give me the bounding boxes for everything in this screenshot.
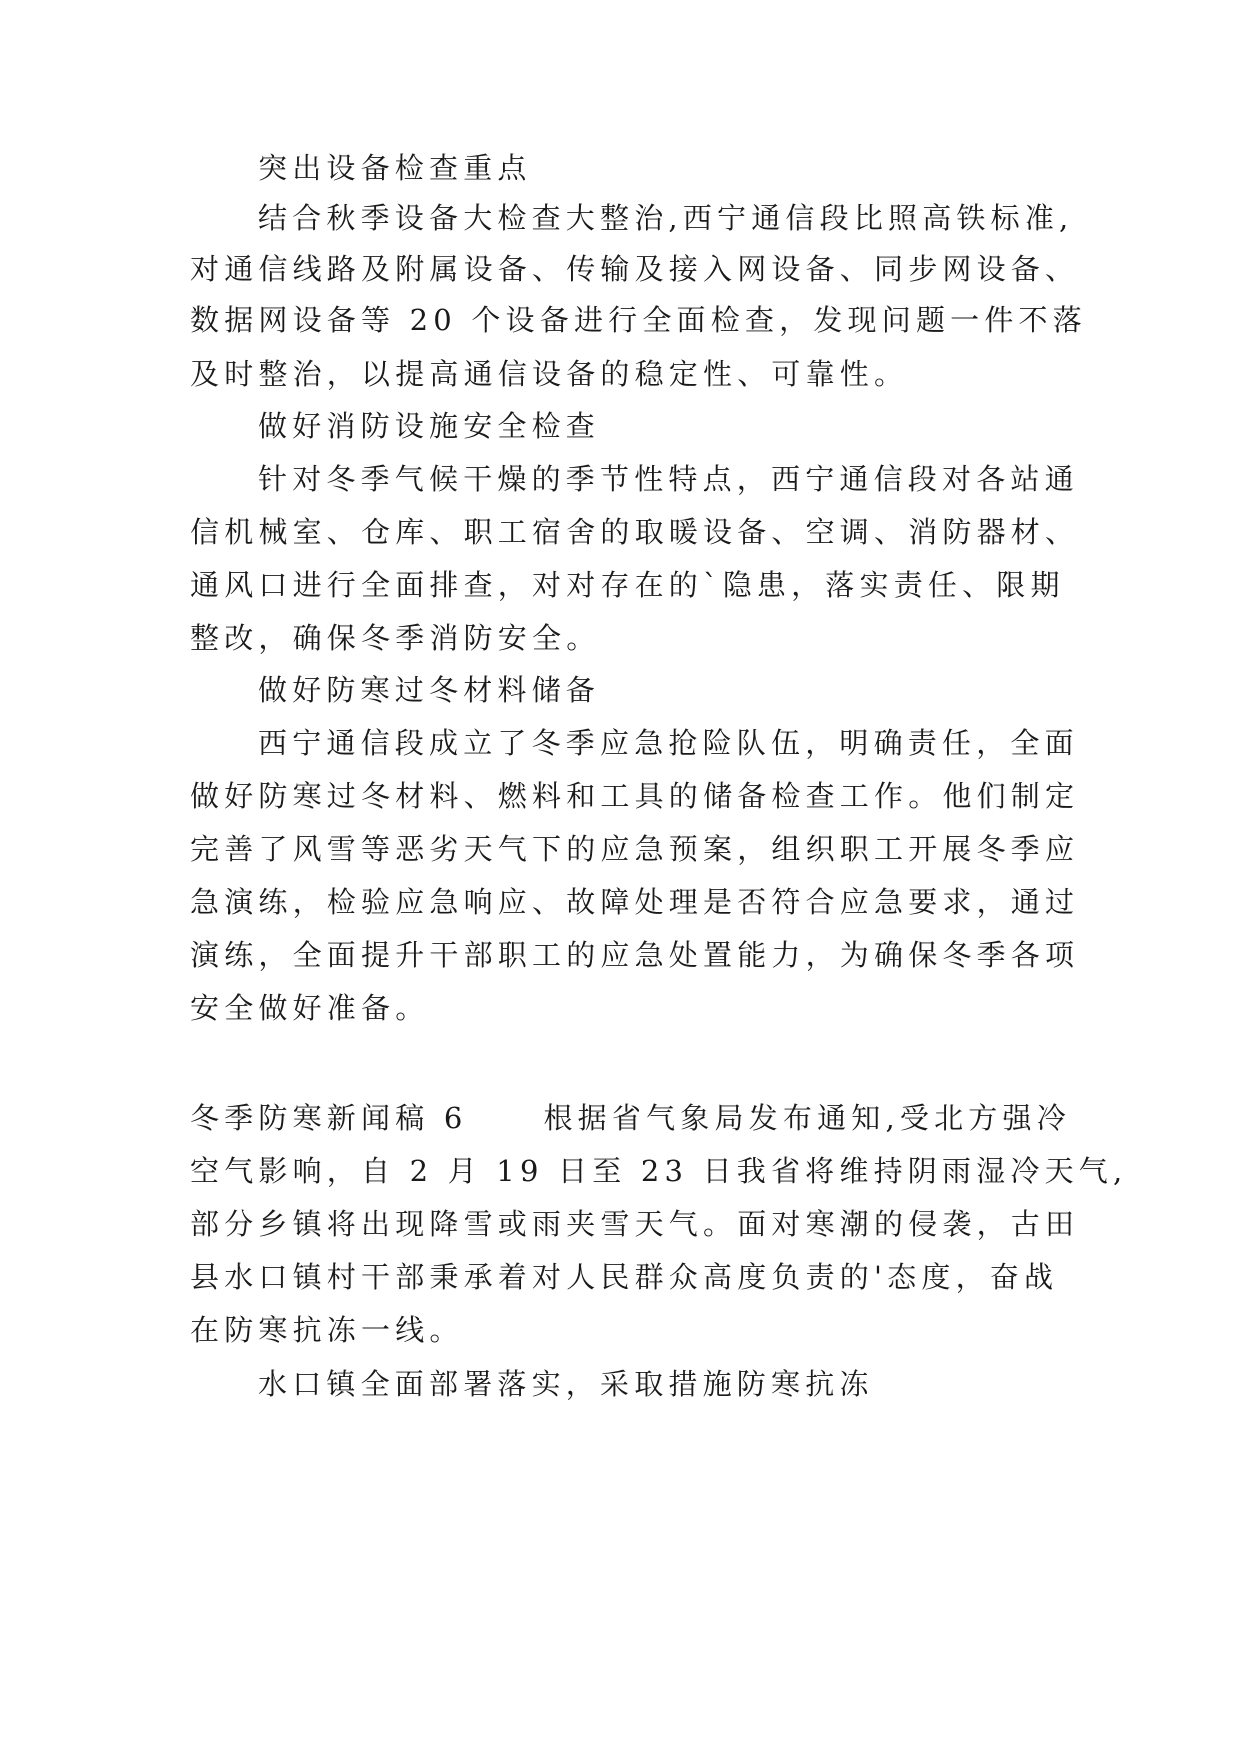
paragraph-line: 完善了风雪等恶劣天气下的应急预案，组织职工开展冬季应: [190, 832, 1080, 866]
article-lead: 根据省气象局发布通知,受北方强冷: [543, 1101, 1071, 1135]
paragraph-line: 针对冬季气候干燥的季节性特点，西宁通信段对各站通: [258, 462, 1079, 496]
paragraph-line: 结合秋季设备大检查大整治,西宁通信段比照高铁标准,: [258, 201, 1074, 235]
article-title: 冬季防寒新闻稿 6: [190, 1101, 468, 1135]
paragraph-line: 安全做好准备。: [190, 991, 430, 1025]
section-heading-equipment-inspection: 突出设备检查重点: [258, 151, 532, 185]
section-heading-fire-safety: 做好消防设施安全检查: [258, 409, 601, 443]
paragraph-line: 水口镇全面部署落实，采取措施防寒抗冻: [258, 1367, 874, 1401]
paragraph-line: 部分乡镇将出现降雪或雨夹雪天气。面对寒潮的侵袭，古田: [190, 1207, 1080, 1241]
paragraph-line: 做好防寒过冬材料、燃料和工具的储备检查工作。他们制定: [190, 779, 1080, 813]
paragraph-line: 数据网设备等 20 个设备进行全面检查，发现问题一件不落: [190, 303, 1087, 337]
paragraph-line: 西宁通信段成立了冬季应急抢险队伍，明确责任，全面: [258, 726, 1079, 760]
paragraph-line: 对通信线路及附属设备、传输及接入网设备、同步网设备、: [190, 252, 1080, 286]
paragraph-line: 在防寒抗冻一线。: [190, 1313, 464, 1347]
paragraph-line: 空气影响，自 2 月 19 日至 23 日我省将维持阴雨湿冷天气,: [190, 1154, 1128, 1188]
paragraph-line: 急演练，检验应急响应、故障处理是否符合应急要求，通过: [190, 885, 1080, 919]
paragraph-line: 信机械室、仓库、职工宿舍的取暖设备、空调、消防器材、: [190, 515, 1080, 549]
article-title-line: [190, 1098, 1071, 1138]
paragraph-line: 通风口进行全面排查，对对存在的`隐患，落实责任、限期: [190, 568, 1065, 602]
paragraph-line: 及时整治，以提高通信设备的稳定性、可靠性。: [190, 357, 909, 391]
paragraph-line: 演练，全面提升干部职工的应急处置能力，为确保冬季各项: [190, 938, 1080, 972]
paragraph-line: 县水口镇村干部秉承着对人民群众高度负责的'态度，奋战: [190, 1260, 1059, 1294]
paragraph-line: 整改，确保冬季消防安全。: [190, 621, 601, 655]
section-heading-cold-materials: 做好防寒过冬材料储备: [258, 673, 601, 707]
